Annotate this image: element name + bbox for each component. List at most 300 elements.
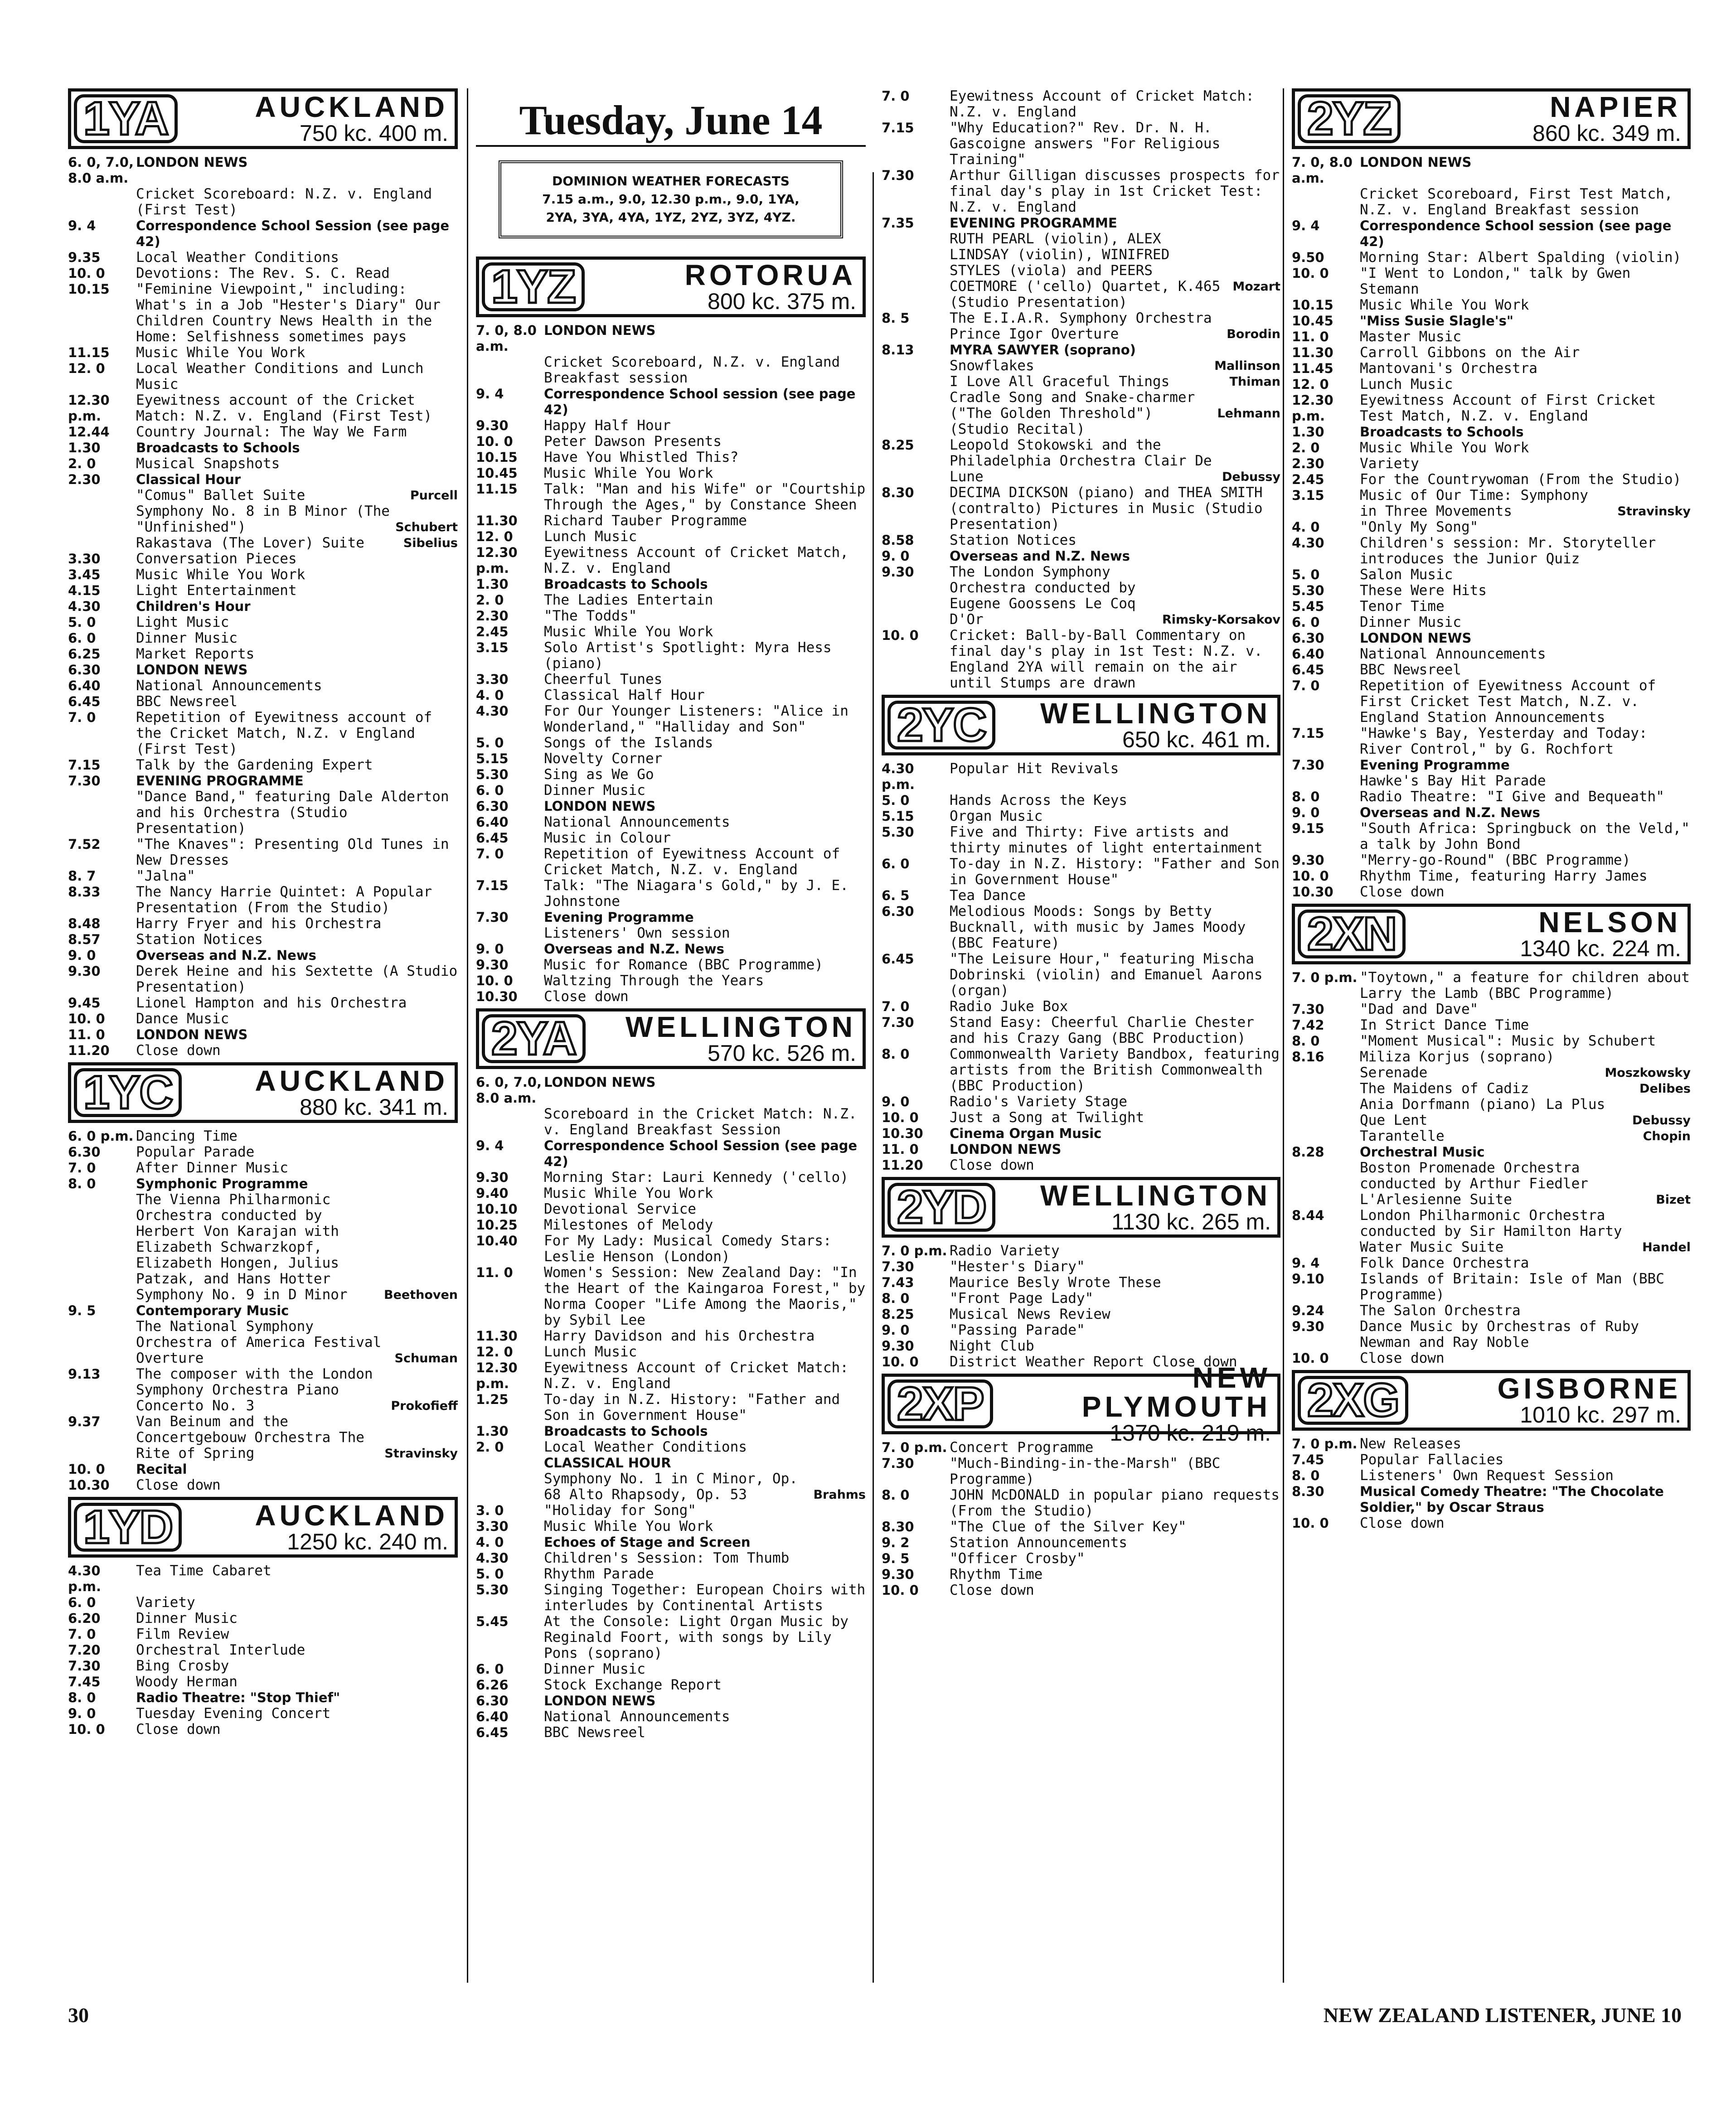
programme-item: [1292, 789, 1691, 805]
programme-item: [476, 1344, 866, 1360]
programme-item: [1292, 424, 1691, 440]
programme-item: [1292, 852, 1691, 868]
programme-title: Correspondence School Session (see page 42): [544, 1138, 858, 1169]
programme-title: LONDON NEWS: [544, 323, 656, 338]
programme-item: [476, 1186, 866, 1201]
programme-time: 3.15: [1292, 488, 1324, 503]
programme-time: 6.45: [476, 1725, 509, 1740]
station-header: [1292, 88, 1691, 149]
programme-item: [68, 630, 458, 646]
programme-title: Dinner Music: [544, 1661, 645, 1677]
programme-time: 11. 0: [882, 1142, 919, 1157]
programme-time: 7. 0 p.m.: [882, 1243, 947, 1258]
programme-item: [476, 925, 866, 941]
programme-time: 10. 0: [1292, 266, 1329, 281]
programme-time: 7.45: [68, 1674, 101, 1689]
composer-name: Delibes: [1639, 1082, 1691, 1096]
programme-item: [68, 948, 458, 963]
programme-item: [68, 837, 458, 868]
station-header-right: [1410, 1373, 1688, 1428]
programme-time: 9. 4: [476, 1138, 504, 1153]
programme-item: [476, 1201, 866, 1217]
programme-item: [476, 418, 866, 434]
station-header: [68, 1497, 458, 1558]
programme-time: 4.30 p.m.: [882, 761, 915, 792]
programme-title: Tuesday Evening Concert: [136, 1705, 331, 1722]
programme-time: 7.52: [68, 837, 101, 852]
programme-time: 12.30 p.m.: [1292, 392, 1334, 424]
programme-title: Concert Programme: [950, 1439, 1094, 1456]
programme-title: National Announcements: [136, 678, 322, 694]
programme-item: [1292, 1319, 1691, 1350]
programme-title: After Dinner Music: [136, 1160, 288, 1176]
programme-title: Talk by the Gardening Expert: [136, 757, 373, 773]
programme-item: [882, 1142, 1280, 1157]
programme-time: 8. 0: [882, 1487, 910, 1503]
programme-time: 7. 0: [476, 846, 504, 861]
programme-time: 9.24: [1292, 1303, 1324, 1318]
column-divider: [873, 172, 874, 1983]
programme-title: Harry Davidson and his Orchestra: [544, 1328, 815, 1344]
programme-time: 5.30: [882, 824, 914, 840]
programme-item: [68, 1658, 458, 1674]
programme-title: Devotions: The Rev. S. C. Read: [136, 265, 390, 281]
programme-item: [1292, 662, 1691, 678]
programme-item: [476, 1566, 866, 1582]
programme-title: The Ladies Entertain: [544, 592, 713, 608]
programme-title: "Dance Band," featuring Dale Alderton and his Orchestra (Studio Presentation): [136, 789, 449, 837]
programme-time: 2.45: [1292, 472, 1324, 487]
programme-item: [882, 548, 1280, 564]
programme-item: [476, 751, 866, 767]
programme-title: Popular Fallacies: [1360, 1452, 1504, 1468]
programme-title: Tea Dance: [950, 887, 1026, 904]
programme-time: 9.30: [882, 1567, 914, 1582]
programme-title: Stand Easy: Cheerful Charlie Chester and his Crazy Gang (BBC Production): [950, 1014, 1254, 1046]
programme-title: Close down: [544, 988, 629, 1005]
programme-item: [68, 583, 458, 599]
programme-item: [1292, 1468, 1691, 1484]
programme-title: Talk: "Man and his Wife" or "Courtship Through the Ages," by Constance Sheen: [544, 481, 866, 513]
programme-item: [68, 868, 458, 884]
column-1: [68, 88, 458, 1741]
programme-title: LONDON NEWS: [1360, 630, 1472, 646]
station-header-right: [184, 1065, 455, 1120]
programme-item: [68, 218, 458, 250]
programme-time: 12.30 p.m.: [68, 392, 110, 424]
programme-item: [1292, 1002, 1691, 1017]
programme-time: 10.15: [476, 450, 518, 465]
programme-title: Milestones of Melody: [544, 1217, 713, 1233]
programme-item: [476, 1360, 866, 1392]
programme-item: [68, 1642, 458, 1658]
programme-time: 7.30: [882, 1015, 914, 1030]
station-frequency: 1370 kc. 219 m.: [1110, 1420, 1271, 1446]
programme-title: RUTH PEARL (violin), ALEX LINDSAY (violin), WINIFRED STYLES (viola) and PEERS COETMORE ('cello) Quartet, K.465: [950, 231, 1221, 295]
programme-item: [68, 1595, 458, 1611]
programme-item: [68, 1176, 458, 1192]
programme-item: [476, 1439, 866, 1455]
station-2yc: [882, 695, 1280, 1173]
station-call-sign: 1YD: [74, 1503, 182, 1552]
programme-item: [882, 168, 1280, 215]
programme-title: LONDON NEWS: [136, 155, 248, 170]
programme-item: [476, 1582, 866, 1614]
programme-time: 7.20: [68, 1642, 101, 1658]
programme-item: [68, 1477, 458, 1493]
programme-time: 8.25: [882, 1307, 914, 1322]
station-city: ROTORUA: [684, 259, 856, 291]
programme-title: Close down: [1360, 1515, 1445, 1531]
programme-title: Peter Dawson Presents: [544, 433, 722, 450]
programme-title: Eyewitness account of the Cricket Match: N.Z. v. England (First Test): [136, 392, 432, 424]
programme-item: [882, 824, 1280, 856]
programme-time: 7.30: [68, 1658, 101, 1674]
programme-time: 5.30: [1292, 583, 1324, 598]
station-2yd: [882, 1177, 1280, 1370]
programme-time: 10.30: [476, 989, 518, 1004]
programme-time: 10. 0: [882, 628, 919, 643]
programme-title: Rhythm Time: [950, 1566, 1043, 1583]
programme-item: [68, 567, 458, 583]
programme-title: BBC Newsreel: [544, 1724, 645, 1741]
programme-item: [1292, 456, 1691, 472]
column-2: [476, 88, 866, 1744]
programme-time: 1.25: [476, 1392, 509, 1407]
programme-time: 5. 0: [476, 1566, 504, 1582]
programme-title: "The Leisure Hour," featuring Mischa Dobrinski (violin) and Emanuel Aarons (organ): [950, 951, 1263, 999]
programme-title: Country Journal: The Way We Farm: [136, 424, 407, 440]
programme-title: The Vienna Philharmonic Orchestra conducted by Herbert Von Karajan with Elizabeth Schwarzkopf, Elizabeth Hongen, Julius Patzak, and Hans Hotter Symphony No. 9 in D Minor: [136, 1191, 348, 1303]
programme-time: 9. 4: [68, 218, 96, 233]
programme-title: "The Knaves": Presenting Old Tunes in New Dresses: [136, 836, 449, 868]
programme-item: [68, 1144, 458, 1160]
programme-time: 12.44: [68, 424, 110, 440]
programme-title: Richard Tauber Programme: [544, 513, 747, 529]
programme-item: [476, 386, 866, 418]
programme-item: [476, 814, 866, 830]
programme-title: Mantovani's Orchestra: [1360, 360, 1537, 377]
programme-time: 11. 0: [1292, 329, 1329, 344]
programme-title: The E.I.A.R. Symphony Orchestra Prince Igor Overture: [950, 310, 1212, 342]
programme-title: Leopold Stokowski and the Philadelphia Orchestra Clair De Lune: [950, 437, 1212, 485]
programme-time: 10.30: [68, 1477, 110, 1493]
programme-time: 5.30: [476, 767, 509, 782]
programme-title: I Love All Graceful Things: [950, 373, 1170, 390]
programme-title: Echoes of Stage and Screen: [544, 1534, 751, 1550]
programme-time: [1292, 773, 1360, 789]
programme-time: 5.15: [476, 751, 509, 766]
programme-time: 8.44: [1292, 1208, 1324, 1223]
station-header-right: [179, 92, 455, 146]
programme-title: Dinner Music: [136, 630, 238, 646]
programme-time: 5.30: [476, 1582, 509, 1597]
programme-title: Waltzing Through the Years: [544, 973, 764, 989]
programme-list: [1292, 970, 1691, 1366]
programme-time: 5.45: [1292, 599, 1324, 614]
programme-time: 10.25: [476, 1217, 518, 1233]
programme-time: [882, 421, 950, 437]
programme-item: [1292, 757, 1691, 773]
programme-item: [68, 1462, 458, 1477]
station-header: [476, 257, 866, 317]
station-header: [882, 1177, 1280, 1238]
programme-item: [882, 1243, 1280, 1259]
programme-title: Music in Colour: [544, 830, 671, 846]
programme-item: [476, 1550, 866, 1566]
programme-item: [882, 88, 1280, 120]
programme-title: Dinner Music: [1360, 614, 1461, 630]
programme-time: 7.15: [1292, 726, 1324, 741]
programme-time: 8.30: [882, 485, 914, 500]
programme-title: Overseas and N.Z. News: [1360, 805, 1540, 820]
programme-time: 9. 5: [882, 1551, 910, 1566]
programme-title: MYRA SAWYER (soprano): [950, 342, 1136, 358]
programme-time: 6. 0, 7.0, 8.0 a.m.: [68, 155, 134, 186]
programme-title: Music While You Work: [544, 624, 713, 640]
programme-title: "Front Page Lady": [950, 1290, 1094, 1307]
programme-item: [882, 295, 1280, 310]
programme-time: 10. 0: [882, 1110, 919, 1125]
station-city: WELLINGTON: [626, 1011, 856, 1043]
composer-name: Bizet: [1656, 1193, 1691, 1207]
programme-item: [1292, 218, 1691, 250]
programme-title: Bing Crosby: [136, 1658, 229, 1674]
programme-item: [1292, 1033, 1691, 1049]
station-1yd: [68, 1497, 458, 1737]
composer-name: Purcell: [410, 489, 458, 503]
programme-time: 9.45: [68, 995, 101, 1011]
programme-item: [68, 1027, 458, 1043]
programme-time: 7.30: [1292, 1002, 1324, 1017]
weather-line: 2YA, 3YA, 4YA, 1YZ, 2YZ, 3YZ, 4YZ.: [546, 210, 796, 225]
programme-time: 2.30: [476, 608, 509, 624]
programme-time: 12. 0: [476, 1344, 513, 1360]
programme-title: Dinner Music: [544, 782, 645, 799]
composer-name: Schuman: [394, 1351, 458, 1365]
programme-time: 8.28: [1292, 1144, 1324, 1160]
programme-title: "The Clue of the Silver Key": [950, 1519, 1187, 1535]
programme-item: [68, 789, 458, 837]
programme-time: 6. 0: [882, 856, 910, 871]
programme-title: "Dad and Dave": [1360, 1001, 1479, 1017]
programme-time: 8.58: [882, 532, 914, 548]
programme-time: 9.50: [1292, 250, 1324, 265]
programme-item: [882, 793, 1280, 808]
programme-time: 6.30: [882, 904, 914, 919]
programme-time: 8. 0: [1292, 1033, 1320, 1049]
station-header-right: [1402, 92, 1688, 146]
programme-time: [68, 488, 136, 503]
programme-item: [1292, 1160, 1691, 1208]
programme-title: For My Lady: Musical Comedy Stars: Leslie Henson (London): [544, 1233, 832, 1265]
programme-item: [68, 773, 458, 789]
programme-item: [1292, 250, 1691, 266]
page-title: Tuesday, June 14: [519, 97, 823, 143]
programme-title: Ania Dorfmann (piano) La Plus Que Lent: [1360, 1096, 1605, 1128]
programme-title: Solo Artist's Spotlight: Myra Hess (piano): [544, 639, 832, 672]
programme-time: 3.30: [68, 551, 101, 566]
programme-item: [882, 310, 1280, 342]
programme-item: [882, 215, 1280, 231]
programme-time: [68, 1192, 136, 1303]
programme-item: [882, 358, 1280, 374]
programme-item: [882, 1275, 1280, 1291]
programme-time: [1292, 1097, 1360, 1128]
programme-item: [1292, 392, 1691, 424]
programme-time: 9.30: [1292, 852, 1324, 868]
programme-item: [882, 1535, 1280, 1551]
programme-item: [476, 1265, 866, 1328]
programme-item: [476, 957, 866, 973]
programme-time: 8. 0: [882, 1046, 910, 1062]
programme-title: For Our Younger Listeners: "Alice in Wonderland," "Halliday and Son": [544, 703, 849, 735]
composer-name: Mallinson: [1214, 359, 1280, 373]
programme-time: 8. 0: [68, 1690, 96, 1705]
programme-time: 7.15: [476, 878, 509, 893]
programme-time: 9.15: [1292, 821, 1324, 836]
programme-time: 6.30: [68, 1144, 101, 1160]
station-call-sign: 2XG: [1298, 1376, 1408, 1425]
programme-time: 8. 5: [882, 310, 910, 326]
programme-item: [882, 1110, 1280, 1126]
programme-time: 2. 0: [1292, 440, 1320, 455]
programme-time: 10.15: [1292, 297, 1334, 313]
programme-time: 5. 0: [68, 615, 96, 630]
station-frequency: 800 kc. 375 m.: [708, 289, 856, 314]
programme-item: [882, 1338, 1280, 1354]
programme-item: [68, 1706, 458, 1722]
programme-time: 7. 0 p.m.: [1292, 970, 1358, 985]
programme-title: Tarantelle: [1360, 1128, 1445, 1144]
station-city: NEW PLYMOUTH: [1081, 1361, 1271, 1423]
station-header-right: [587, 260, 863, 314]
programme-title: Lunch Music: [1360, 376, 1453, 392]
programme-time: 7.35: [882, 215, 914, 231]
programme-title: Music While You Work: [1360, 297, 1529, 313]
programme-list: [882, 1243, 1280, 1370]
station-2xg: [1292, 1370, 1691, 1531]
station-header-right: [997, 698, 1277, 752]
composer-name: Chopin: [1643, 1129, 1691, 1143]
station-frequency: 860 kc. 349 m.: [1532, 121, 1681, 146]
programme-time: 10.15: [68, 281, 110, 297]
programme-title: Radio's Variety Stage: [950, 1094, 1127, 1110]
programme-time: 2.45: [476, 624, 509, 639]
programme-title: Music While You Work: [544, 1518, 713, 1534]
programme-item: [68, 646, 458, 662]
programme-title: LONDON NEWS: [136, 662, 248, 678]
programme-title: Woody Herman: [136, 1674, 238, 1690]
programme-title: Music While You Work: [136, 566, 305, 583]
programme-title: Close down: [950, 1157, 1034, 1173]
station-frequency: 1250 kc. 240 m.: [287, 1529, 448, 1554]
programme-item: [1292, 884, 1691, 900]
station-call-sign: 2YC: [887, 701, 995, 750]
programme-title: Hawke's Bay Hit Parade: [1360, 773, 1546, 789]
station-city: WELLINGTON: [1040, 697, 1271, 730]
programme-title: Broadcasts to Schools: [544, 576, 708, 592]
programme-time: 3. 0: [476, 1503, 504, 1518]
programme-time: 6. 0: [476, 783, 504, 798]
programme-time: 1.30: [1292, 424, 1324, 440]
programme-item: [68, 250, 458, 266]
programme-title: Just a Song at Twilight: [950, 1109, 1144, 1126]
programme-item: [882, 231, 1280, 295]
programme-time: [476, 1106, 544, 1138]
programme-title: Lunch Music: [544, 528, 637, 545]
programme-title: "Toytown," a feature for children about Larry the Lamb (BBC Programme): [1360, 969, 1690, 1002]
programme-title: Close down: [136, 1721, 221, 1737]
programme-title: (Studio Presentation): [950, 294, 1127, 310]
programme-time: 8. 0: [1292, 789, 1320, 804]
programme-title: Commonwealth Variety Bandbox, featuring artists from the British Commonwealth (BBC Production): [950, 1046, 1280, 1094]
programme-time: [476, 1455, 544, 1471]
programme-item: [68, 266, 458, 281]
programme-item: [476, 1519, 866, 1534]
programme-time: 7.30: [68, 773, 101, 789]
programme-item: [476, 354, 866, 386]
programme-title: Cradle Song and Snake-charmer ("The Golden Threshold"): [950, 389, 1195, 421]
programme-item: [882, 1259, 1280, 1275]
programme-time: 12. 0: [476, 529, 513, 544]
station-header-right: [997, 1180, 1277, 1234]
programme-time: 6.45: [68, 694, 101, 709]
station-city: AUCKLAND: [255, 1499, 448, 1532]
programme-title: Talk: "The Niagara's Gold," by J. E. Johnstone: [544, 877, 849, 910]
station-city: AUCKLAND: [255, 1065, 448, 1097]
programme-title: Cricket Scoreboard, First Test Match, N.Z. v. England Breakfast session: [1360, 186, 1673, 218]
programme-item: [68, 424, 458, 440]
weather-title: DOMINION WEATHER FORECASTS: [552, 174, 790, 189]
programme-item: [1292, 329, 1691, 345]
programme-title: Eyewitness Account of Cricket Match, N.Z. v. England: [544, 544, 849, 576]
programme-title: "Holiday for Song": [544, 1502, 696, 1519]
programme-time: 11.45: [1292, 361, 1334, 376]
programme-title: Eyewitness Account of Cricket Match: N.Z. v. England: [544, 1360, 849, 1392]
programme-item: [68, 1690, 458, 1706]
programme-list: [68, 1563, 458, 1737]
programme-time: 9.37: [68, 1414, 101, 1429]
programme-time: 3.30: [476, 1519, 509, 1534]
station-city: NELSON: [1538, 906, 1681, 939]
programme-item: [476, 973, 866, 989]
composer-name: Schubert: [395, 520, 458, 534]
programme-item: [1292, 519, 1691, 535]
programme-item: [1292, 1436, 1691, 1452]
programme-item: [1292, 488, 1691, 519]
programme-time: 8.48: [68, 916, 101, 931]
station-frequency: 750 kc. 400 m.: [300, 121, 448, 146]
programme-item: [1292, 1271, 1691, 1303]
programme-item: [476, 1233, 866, 1265]
programme-title: Miliza Korjus (soprano) Serenade: [1360, 1049, 1555, 1081]
station-header: [68, 88, 458, 149]
programme-item: [68, 488, 458, 503]
programme-item: [68, 1128, 458, 1144]
programme-item: [68, 535, 458, 551]
programme-title: Classical Half Hour: [544, 687, 705, 703]
programme-time: 3.15: [476, 640, 509, 655]
programme-item: [476, 1709, 866, 1725]
programme-item: [68, 1626, 458, 1642]
programme-item: [68, 615, 458, 630]
programme-item: [68, 456, 458, 472]
station-header-right: [995, 1361, 1277, 1446]
programme-time: 7.30: [882, 1456, 914, 1471]
programme-time: [68, 535, 136, 551]
programme-time: 9.30: [68, 963, 101, 979]
